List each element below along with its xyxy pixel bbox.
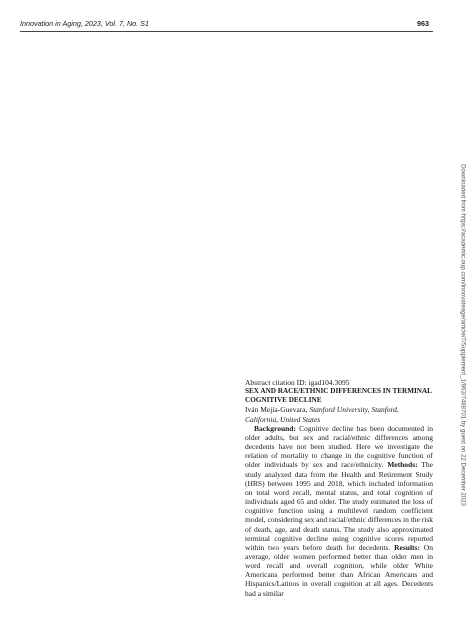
- author-affiliation: Stanford University, Stanford, California, United States: [245, 405, 399, 424]
- abstract: [245, 378, 433, 598]
- background-label: Background:: [254, 423, 296, 433]
- methods-label: Methods:: [387, 460, 418, 470]
- background-text: Cognitive decline has been documented in older adults, but sex and racial/ethnic differences among decedents have not been studied. Here we investigate the relation of mortality to change in the cognitive function of older individuals by sex and race/ethnicity.: [245, 423, 434, 470]
- abstract-citation-id: Abstract citation ID: igad104.3095: [245, 378, 350, 387]
- author-name: Iván Mejía-Guevara,: [245, 405, 308, 415]
- header-rule: [20, 31, 433, 32]
- journal-citation: Innovation in Aging, 2023, Vol. 7, No. S1: [20, 19, 149, 28]
- author-line: [245, 405, 433, 423]
- abstract-body: [245, 424, 433, 598]
- download-watermark-text: Downloaded from https://academic.oup.com/innovateage/article/7/Supplement_1/963/7488701 by guest on 22 December 2023: [459, 164, 467, 506]
- page-number: 963: [417, 19, 429, 28]
- download-watermark: [458, 120, 468, 550]
- results-text: On average, older women performed better than older men in word recall and overall cognition, while older White Americans performed better than African Americans and Hispanics/Latinos in overall cognition at all ages. Decedents had a similar: [245, 542, 434, 598]
- results-label: Results:: [394, 542, 420, 552]
- methods-text: The study analyzed data from the Health and Retirement Study (HRS) between 1995 and 2018, which included information on total word recall, mental status, and total cognition of individuals aged 65 and older. The study estimated the loss of cognitive function using a multilevel random coefficient model, considering sex and racial/ethnic differences in the risk of death, age, and death status. The study also approximated terminal cognitive decline using cognitive scores reported within two years before death for decedents.: [245, 460, 433, 552]
- abstract-title: SEX AND RACE/ETHNIC DIFFERENCES IN TERMINAL COGNITIVE DECLINE: [245, 387, 432, 405]
